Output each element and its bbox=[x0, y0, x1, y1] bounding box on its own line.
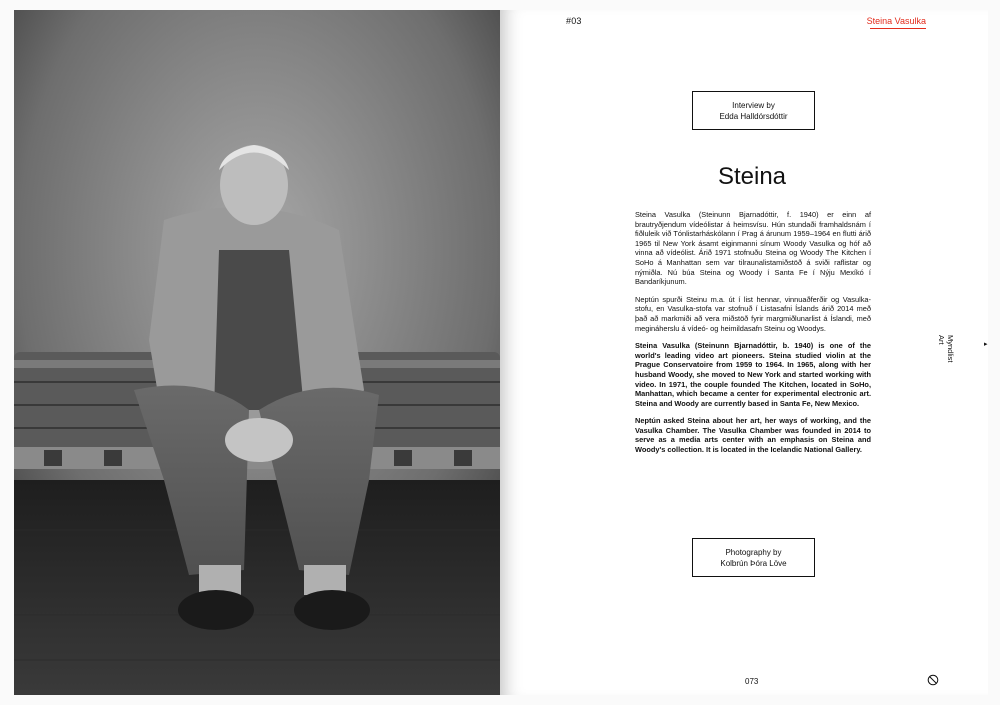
interviewer-name: Edda Halldórsdóttir bbox=[719, 111, 788, 121]
interview-credit-box bbox=[692, 91, 815, 130]
paragraph-en-2: Neptún asked Steina about her art, her ways of working, and the Vasulka Chamber. The Vasulka Chamber was founded in 2014 to serve as a media arts center with an emphasis on Steina and Woody's collection. It is located in the Icelandic National Gallery. bbox=[635, 416, 871, 455]
portrait-photo-graphic bbox=[14, 10, 500, 695]
photo-label: Photography by bbox=[725, 547, 782, 557]
page-number: 073 bbox=[745, 677, 759, 686]
section-label bbox=[937, 335, 955, 363]
article-title: Steina bbox=[717, 163, 787, 190]
issue-number: #03 bbox=[566, 16, 582, 26]
artist-name-link[interactable]: Steina Vasulka bbox=[866, 16, 926, 26]
paragraph-is-1: Steina Vasulka (Steinunn Bjarnadóttir, f. 1940) er einn af brautryðjendum vídeólistar á heimsvísu. Hún stundaði framhaldsnám í fiðluleik við Tónlistarháskólann í Prag á árunum 1959–1964 en flutti árið 1965 til New York ásamt eiginmanni sínum Woody Vasulka og hóf að vinna að vídeólist. Árið 1971 stofnuðu Steina og Woody The Kitchen í SoHo á Manhattan sem var tilraunalistamiðstöð á sviði raflistar og nýmiðla. Nú búa Steina og Woody í Santa Fe í Nýju Mexíkó í Bandaríkjunum. bbox=[635, 210, 871, 287]
no-symbol-icon bbox=[927, 674, 939, 686]
article-body bbox=[635, 210, 871, 463]
section-label-is: Myndlist bbox=[946, 335, 955, 363]
artist-underline bbox=[870, 28, 926, 29]
photo-credit-box bbox=[692, 538, 815, 577]
interview-label: Interview by bbox=[732, 100, 775, 110]
portrait-photo bbox=[14, 10, 500, 695]
section-label-en: Art bbox=[937, 335, 946, 345]
arrow-right-icon: ▸ bbox=[984, 341, 988, 348]
paragraph-is-2: Neptún spurði Steinu m.a. út í list hennar, vinnuaðferðir og Vasulka-stofu, en Vasulka-stofa var stofnuð í Listasafni Íslands árið 2014 með það að markmiði að vera miðstöð fyrir margmiðlunarlist á Íslandi, með megináherslu á vídeó- og heimildasafn Steinu og Woodys. bbox=[635, 294, 871, 333]
paragraph-en-1: Steina Vasulka (Steinunn Bjarnadóttir, b. 1940) is one of the world's leading video art pioneers. Steina studied violin at the Prague Conservatoire from 1959 to 1964. In 1965, along with her husband Woody, she moved to New York and started working with video. In 1971, the couple founded The Kitchen, located in SoHo, Manhattan, which became a center for experimental electronic art. Steina and Woody are currently based in Santa Fe, New Mexico. bbox=[635, 341, 871, 408]
text-page bbox=[500, 10, 988, 695]
photographer-name: Kolbrún Þóra Löve bbox=[720, 558, 787, 568]
